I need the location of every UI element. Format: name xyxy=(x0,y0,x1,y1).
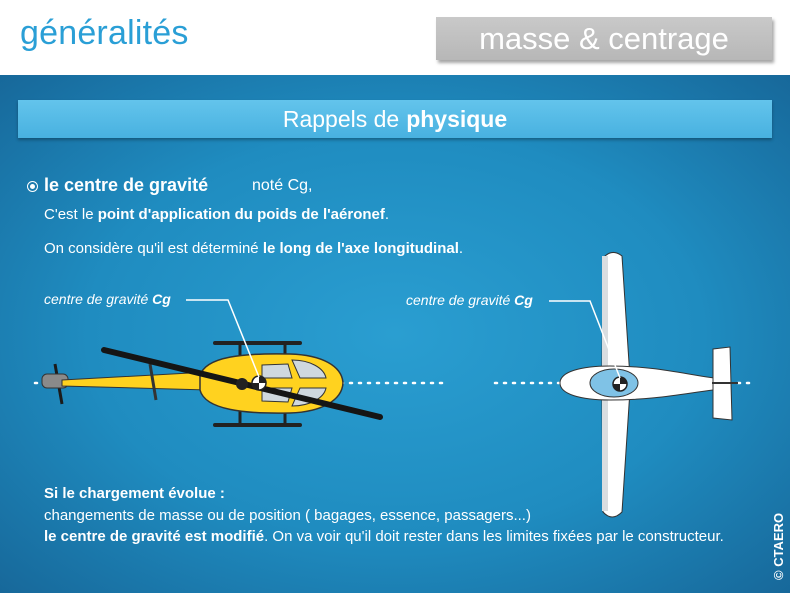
copyright: © CTAERO xyxy=(771,512,786,580)
definition-term: le centre de gravité xyxy=(44,175,209,195)
loading-title: Si le chargement évolue : xyxy=(44,485,225,502)
line2-suffix: . xyxy=(458,240,464,257)
airplane-cg-prefix: centre de gravité xyxy=(406,292,515,308)
topic-tab[interactable]: masse & centrage xyxy=(436,17,772,60)
loading-line-2 xyxy=(44,528,724,545)
line1-prefix: C'est le xyxy=(44,206,98,223)
loading-line-2-rest: . On va voir qu'il doit rester dans les limites fixées par le constructeur. xyxy=(264,528,724,545)
airplane-icon xyxy=(560,252,738,517)
helicopter-cg-bold: Cg xyxy=(152,291,171,307)
banner-bold: physique xyxy=(406,105,508,132)
line2-bold: le long de l'axe longitudinal xyxy=(262,240,459,257)
line1-bold: point d'application du poids de l'aéronef xyxy=(97,206,385,223)
loading-line-2-bold: le centre de gravité est modifié xyxy=(44,528,265,545)
banner-prefix: Rappels de xyxy=(282,105,400,132)
loading-line-1: changements de masse ou de position ( bagages, essence, passagers...) xyxy=(44,507,531,524)
section-title: généralités xyxy=(20,14,189,52)
definition-noted: noté Cg, xyxy=(252,177,313,194)
helicopter-icon xyxy=(42,343,380,425)
line1-suffix: . xyxy=(384,206,390,223)
line2-prefix: On considère qu'il est déterminé xyxy=(44,240,263,257)
helicopter-cg-prefix: centre de gravité xyxy=(44,291,153,307)
airplane-cg-bold: Cg xyxy=(514,292,533,308)
